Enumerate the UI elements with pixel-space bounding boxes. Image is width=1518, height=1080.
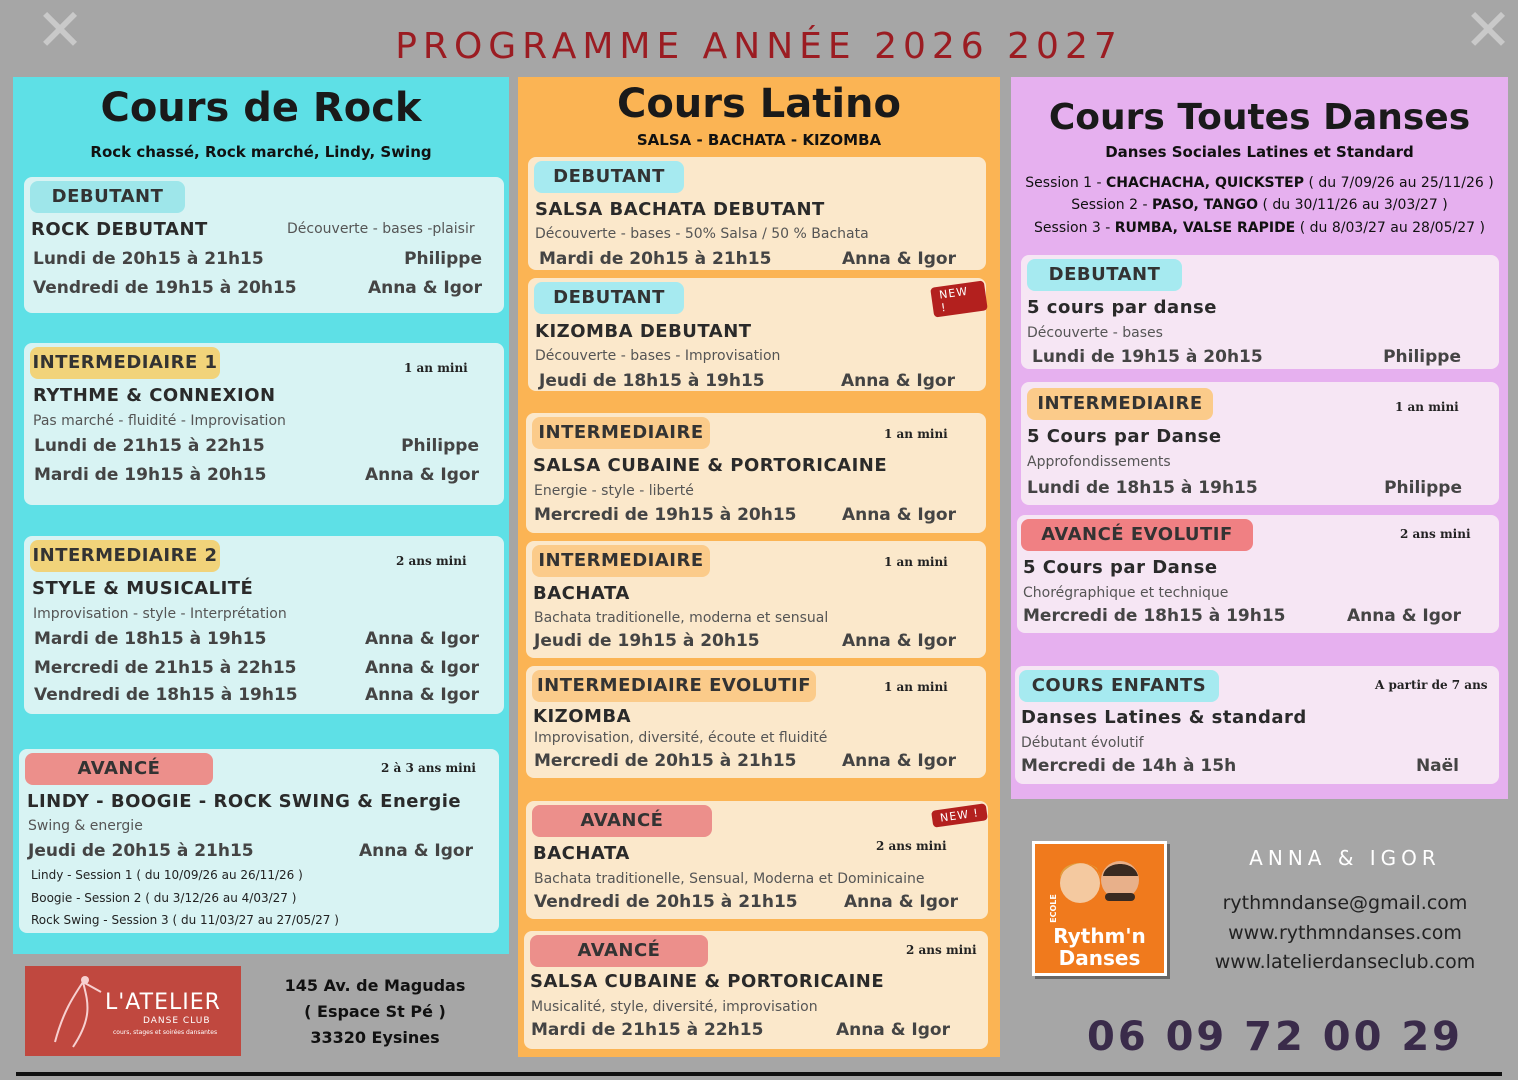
session-line: Session 1 - CHACHACHA, QUICKSTEP ( du 7/09/26 au 25/11/26 ) (1025, 175, 1494, 191)
course-desc: Musicalité, style, diversité, improvisation (531, 999, 818, 1015)
dancer-icon (43, 972, 113, 1052)
course-title: BACHATA (533, 583, 630, 604)
schedule-time: Lundi de 18h15 à 19h15 (1027, 478, 1258, 498)
course-card[interactable] (19, 749, 499, 933)
course-title: ROCK DEBUTANT (31, 219, 208, 240)
course-title: KIZOMBA DEBUTANT (535, 321, 752, 342)
level-badge: INTERMEDIAIRE (532, 545, 710, 577)
teacher-name: Philippe (401, 436, 479, 456)
website-link[interactable]: www.latelierdanseclub.com (1214, 951, 1476, 973)
close-icon[interactable]: ✕ (35, 0, 85, 64)
course-title: RYTHME & CONNEXION (33, 385, 276, 406)
course-title: SALSA BACHATA DEBUTANT (535, 199, 825, 220)
course-desc: Découverte - bases (1027, 325, 1163, 341)
teacher-name: Anna & Igor (367, 278, 482, 298)
course-card[interactable] (1021, 382, 1499, 505)
level-badge: AVANCÉ (532, 805, 712, 837)
level-badge: INTERMEDIAIRE 1 (30, 347, 220, 379)
teacher-name: Anna & Igor (364, 465, 479, 485)
schedule-time: Mercredi de 18h15 à 19h15 (1023, 606, 1286, 626)
rock-subtitle: Rock chassé, Rock marché, Lindy, Swing (90, 143, 432, 161)
atelier-sub: DANSE CLUB (143, 1016, 211, 1026)
course-desc: Improvisation - style - Interprétation (33, 606, 287, 622)
level-badge: DEBUTANT (534, 282, 684, 314)
page-title: PROGRAMME ANNÉE 2026 2027 (395, 26, 1123, 67)
session-dates: Boogie - Session 2 ( du 3/12/26 au 4/03/27 ) (31, 891, 297, 905)
course-desc: Swing & energie (28, 818, 143, 834)
school-name: Danses (1058, 946, 1141, 970)
schedule-time: Mercredi de 14h à 15h (1021, 756, 1237, 776)
teacher-name: Philippe (404, 249, 482, 269)
level-badge: INTERMEDIAIRE (1027, 388, 1213, 420)
latino-column (518, 77, 1000, 1057)
course-desc: Bachata traditionelle, moderna et sensual (534, 610, 829, 626)
course-title: 5 Cours par Danse (1023, 557, 1218, 578)
teacher-name: Anna & Igor (358, 841, 473, 861)
course-desc: Chorégraphique et technique (1023, 585, 1229, 601)
address-line: 33320 Eysines (310, 1028, 440, 1047)
schedule-time: Mardi de 19h15 à 20h15 (34, 465, 267, 485)
level-badge: COURS ENFANTS (1019, 670, 1219, 702)
teacher-name: Anna & Igor (840, 371, 955, 391)
session-line: Session 2 - PASO, TANGO ( du 30/11/26 au 3/03/27 ) (1071, 197, 1448, 213)
level-requirement: 2 ans mini (876, 839, 947, 853)
course-card[interactable] (1015, 666, 1499, 784)
teacher-name: Anna & Igor (841, 249, 956, 269)
rock-column (13, 77, 509, 954)
course-card[interactable] (24, 177, 504, 313)
level-requirement: 1 an mini (884, 555, 948, 569)
schedule-time: Lundi de 19h15 à 20h15 (1032, 347, 1263, 367)
level-requirement: A partir de 7 ans (1375, 678, 1488, 692)
course-card[interactable] (1017, 515, 1499, 633)
level-badge: AVANCÉ (530, 935, 708, 967)
schedule-time: Mardi de 21h15 à 22h15 (531, 1020, 764, 1040)
course-title: STYLE & MUSICALITÉ (32, 578, 254, 599)
level-requirement: 1 an mini (884, 680, 948, 694)
level-requirement: 2 ans mini (906, 943, 977, 957)
course-desc: Energie - style - liberté (534, 483, 694, 499)
course-title: SALSA CUBAINE & PORTORICAINE (530, 971, 885, 992)
atelier-name: L'ATELIER (105, 990, 221, 1015)
level-badge: INTERMEDIAIRE (532, 417, 710, 449)
teacher-name: Anna & Igor (1346, 606, 1461, 626)
email-link[interactable]: rythmndanse@gmail.com (1222, 892, 1468, 914)
course-desc: Pas marché - fluidité - Improvisation (33, 413, 286, 429)
school-name: Rythm'n (1053, 924, 1146, 948)
level-requirement: 2 ans mini (1400, 527, 1471, 541)
teacher-name: Anna & Igor (364, 685, 479, 705)
phone-number[interactable]: 06 09 72 00 29 (1086, 1014, 1464, 1060)
course-card[interactable] (528, 278, 986, 391)
rock-title: Cours de Rock (100, 85, 422, 131)
address-line: 145 Av. de Magudas (284, 976, 466, 995)
toutes-title: Cours Toutes Danses (1048, 97, 1471, 138)
course-desc: Bachata traditionelle, Sensual, Moderna et Dominicaine (534, 871, 925, 887)
close-icon[interactable]: ✕ (1463, 0, 1513, 64)
course-card[interactable] (526, 666, 986, 778)
website-link[interactable]: www.rythmndanses.com (1228, 922, 1462, 944)
teacher-name: Anna & Igor (843, 892, 958, 912)
level-badge: INTERMEDIAIRE 2 (30, 540, 220, 572)
course-card[interactable] (24, 343, 504, 505)
session-dates: Rock Swing - Session 3 ( du 11/03/27 au 27/05/27 ) (31, 913, 339, 927)
level-requirement: 1 an mini (884, 427, 948, 441)
teacher-name: Anna & Igor (364, 658, 479, 678)
atelier-tagline: cours, stages et soirées dansantes (113, 1029, 218, 1036)
course-desc: Découverte - bases -plaisir (287, 221, 475, 237)
teacher-name: Anna & Igor (835, 1020, 950, 1040)
course-desc: Débutant évolutif (1021, 735, 1144, 751)
level-requirement: 2 ans mini (396, 554, 467, 568)
level-badge: DEBUTANT (534, 161, 684, 193)
level-badge: AVANCÉ (25, 753, 213, 785)
schedule-time: Mardi de 18h15 à 19h15 (34, 629, 267, 649)
course-title: Danses Latines & standard (1021, 707, 1307, 728)
rythmn-danses-logo[interactable] (1032, 841, 1167, 976)
course-card[interactable] (24, 536, 504, 714)
schedule-time: Jeudi de 19h15 à 20h15 (534, 631, 760, 651)
schedule-time: Jeudi de 18h15 à 19h15 (539, 371, 765, 391)
toutes-subtitle: Danses Sociales Latines et Standard (1105, 143, 1414, 161)
course-card[interactable] (526, 413, 986, 533)
teacher-name: Anna & Igor (364, 629, 479, 649)
schedule-time: Jeudi de 20h15 à 21h15 (28, 841, 254, 861)
level-requirement: 1 an mini (1395, 400, 1459, 414)
course-card[interactable] (526, 541, 986, 658)
schedule-time: Mardi de 20h15 à 21h15 (539, 249, 772, 269)
schedule-time: Vendredi de 18h15 à 19h15 (34, 685, 298, 705)
contact-name: ANNA & IGOR (1249, 846, 1441, 870)
level-badge: AVANCÉ EVOLUTIF (1021, 519, 1253, 551)
new-tag: NEW ! (930, 280, 988, 317)
schedule-time: Vendredi de 20h15 à 21h15 (534, 892, 798, 912)
session-line: Session 3 - RUMBA, VALSE RAPIDE ( du 8/03/27 au 28/05/27 ) (1034, 220, 1485, 236)
course-card[interactable] (528, 157, 986, 270)
level-badge: DEBUTANT (30, 181, 185, 213)
course-desc: Découverte - bases - 50% Salsa / 50 % Bachata (535, 226, 869, 242)
schedule-time: Mercredi de 19h15 à 20h15 (534, 505, 797, 525)
teacher-name: Philippe (1383, 347, 1461, 367)
course-card[interactable] (526, 801, 988, 919)
teacher-name: Anna & Igor (841, 751, 956, 771)
schedule-time: Vendredi de 19h15 à 20h15 (33, 278, 297, 298)
course-title: KIZOMBA (533, 706, 632, 727)
teacher-name: Anna & Igor (841, 505, 956, 525)
level-requirement: 2 à 3 ans mini (381, 761, 476, 775)
course-title: 5 Cours par Danse (1027, 426, 1222, 447)
divider (16, 1072, 1502, 1076)
schedule-time: Lundi de 20h15 à 21h15 (33, 249, 264, 269)
course-card[interactable] (1021, 255, 1499, 369)
teacher-name: Anna & Igor (841, 631, 956, 651)
latino-title: Cours Latino (616, 81, 902, 127)
atelier-logo[interactable] (25, 966, 241, 1056)
toutes-danses-column (1011, 77, 1508, 799)
session-dates: Lindy - Session 1 ( du 10/09/26 au 26/11/26 ) (31, 868, 303, 882)
schedule-time: Mercredi de 20h15 à 21h15 (534, 751, 797, 771)
address-line: ( Espace St Pé ) (304, 1002, 446, 1021)
course-desc: Approfondissements (1027, 454, 1171, 470)
level-badge: INTERMEDIAIRE EVOLUTIF (532, 670, 816, 702)
course-title: 5 cours par danse (1027, 297, 1217, 318)
course-desc: Découverte - bases - Improvisation (535, 348, 781, 364)
school-label: ECOLE (1049, 894, 1058, 923)
new-tag: NEW ! (931, 803, 988, 827)
schedule-time: Lundi de 21h15 à 22h15 (34, 436, 265, 456)
course-title: SALSA CUBAINE & PORTORICAINE (533, 455, 888, 476)
latino-subtitle: SALSA - BACHATA - KIZOMBA (636, 131, 882, 149)
teacher-name: Naël (1415, 756, 1459, 776)
schedule-time: Mercredi de 21h15 à 22h15 (34, 658, 297, 678)
teacher-name: Philippe (1384, 478, 1462, 498)
level-badge: DEBUTANT (1027, 259, 1182, 291)
level-requirement: 1 an mini (404, 361, 468, 375)
course-title: BACHATA (533, 843, 630, 864)
course-title: LINDY - BOOGIE - ROCK SWING & Energie (27, 791, 462, 812)
course-desc: Improvisation, diversité, écoute et fluidité (534, 730, 828, 746)
course-card[interactable] (524, 931, 988, 1049)
